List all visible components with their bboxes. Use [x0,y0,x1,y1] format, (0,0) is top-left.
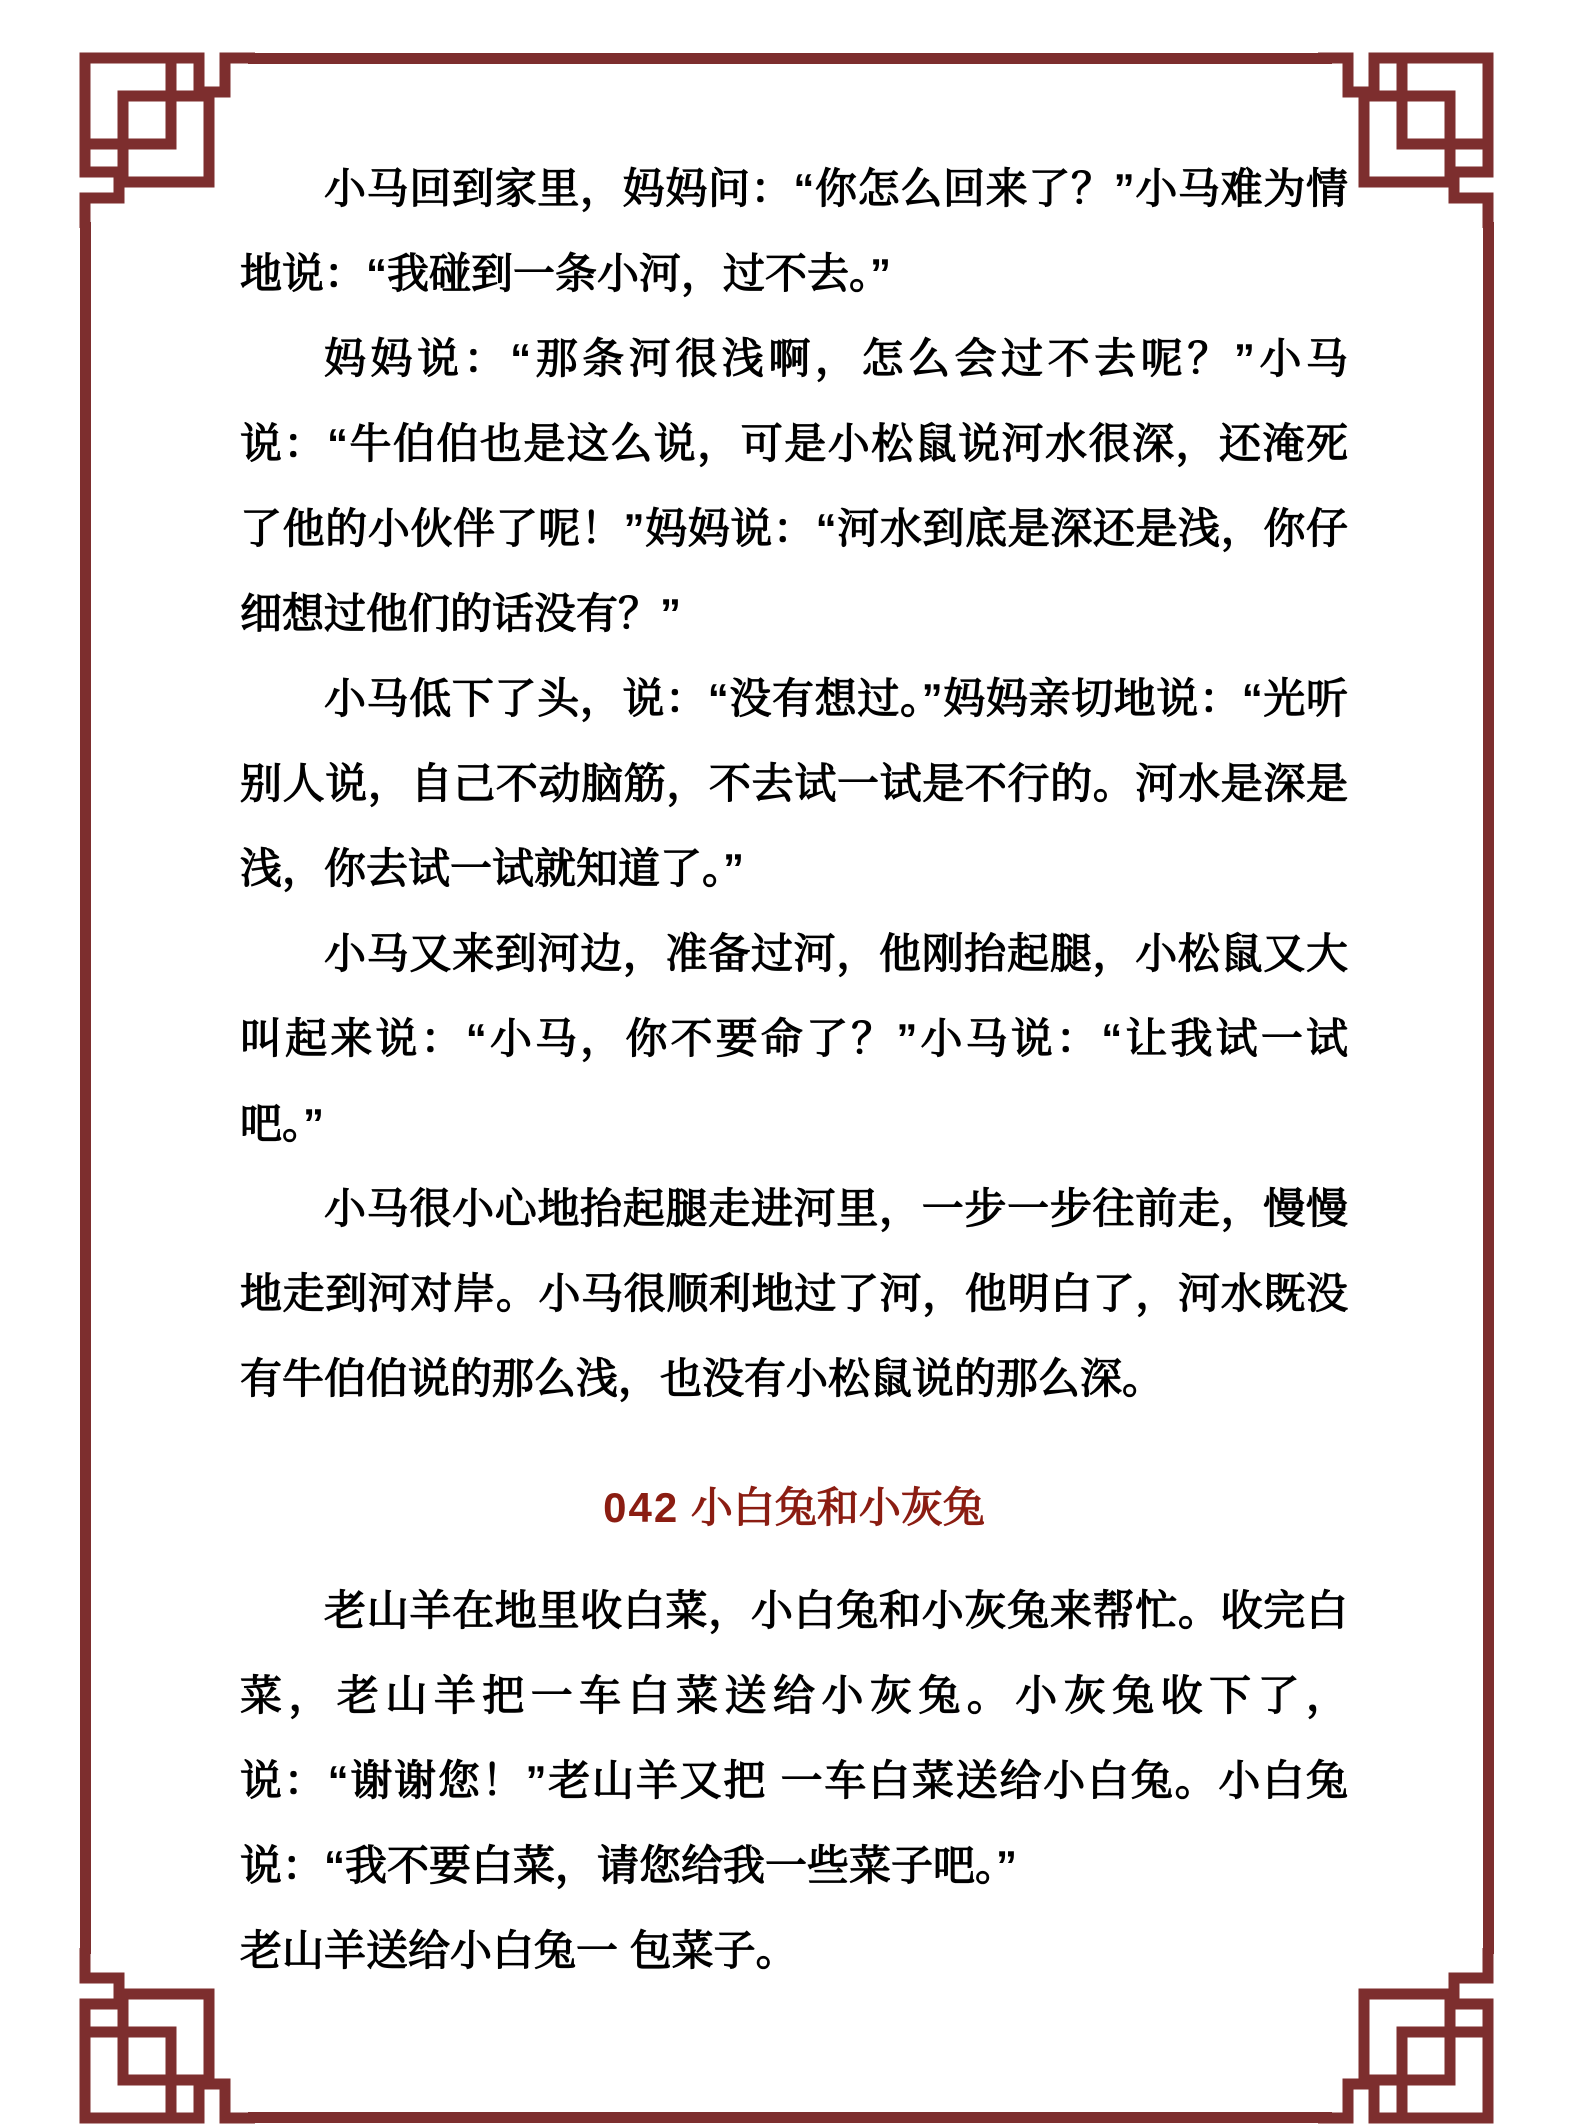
paragraph-horse-1: 小马回到家里，妈妈问：“你怎么回来了？”小马难为情地说：“我碰到一条小河，过不去。” [240,165,1348,297]
story-title: 小白兔和小灰兔 [690,1484,985,1531]
paragraph-horse-3: 小马低下了头，说：“没有想过。”妈妈亲切地说：“光听别人说，自己不动脑筋，不去试一试是不行的。河水是深是浅，你去试一试就知道了。” [240,675,1348,892]
story-heading [240,1465,1348,1550]
frame-bar-left [80,222,91,1954]
frame-corner-bottom-left [75,1948,255,2128]
frame-corner-top-left [75,48,255,228]
paragraph-rabbit-2: 老山羊送给小白兔一 包菜子。 [240,1927,798,1974]
frame-bar-bottom [248,2112,1332,2123]
story-number: 042 [603,1484,680,1531]
story-text-block [240,146,1348,1993]
frame-bar-top [248,53,1332,64]
frame-bar-right [1483,222,1494,1954]
paragraph-horse-5: 小马很小心地抬起腿走进河里，一步一步往前走，慢慢地走到河对岸。小马很顺利地过了河，他明白了，河水既没有牛伯伯说的那么浅，也没有小松鼠说的那么深。 [240,1185,1348,1402]
paragraph-horse-2: 妈妈说：“那条河很浅啊，怎么会过不去呢？”小马说：“牛伯伯也是这么说，可是小松鼠说河水很深，还淹死了他的小伙伴了呢！”妈妈说：“河水到底是深还是浅，你仔细想过他们的话没有？” [240,335,1348,637]
paragraph-rabbit-1: 老山羊在地里收白菜，小白兔和小灰兔来帮忙。收完白菜，老山羊把一车白菜送给小灰兔。小灰兔收下了，说：“谢谢您！”老山羊又把 一车白菜送给小白兔。小白兔说：“我不要白菜，请您给我一些菜子吧。” [240,1587,1348,1889]
paragraph-horse-4: 小马又来到河边，准备过河，他刚抬起腿，小松鼠又大叫起来说：“小马，你不要命了？”小马说：“让我试一试吧。” [240,930,1348,1147]
